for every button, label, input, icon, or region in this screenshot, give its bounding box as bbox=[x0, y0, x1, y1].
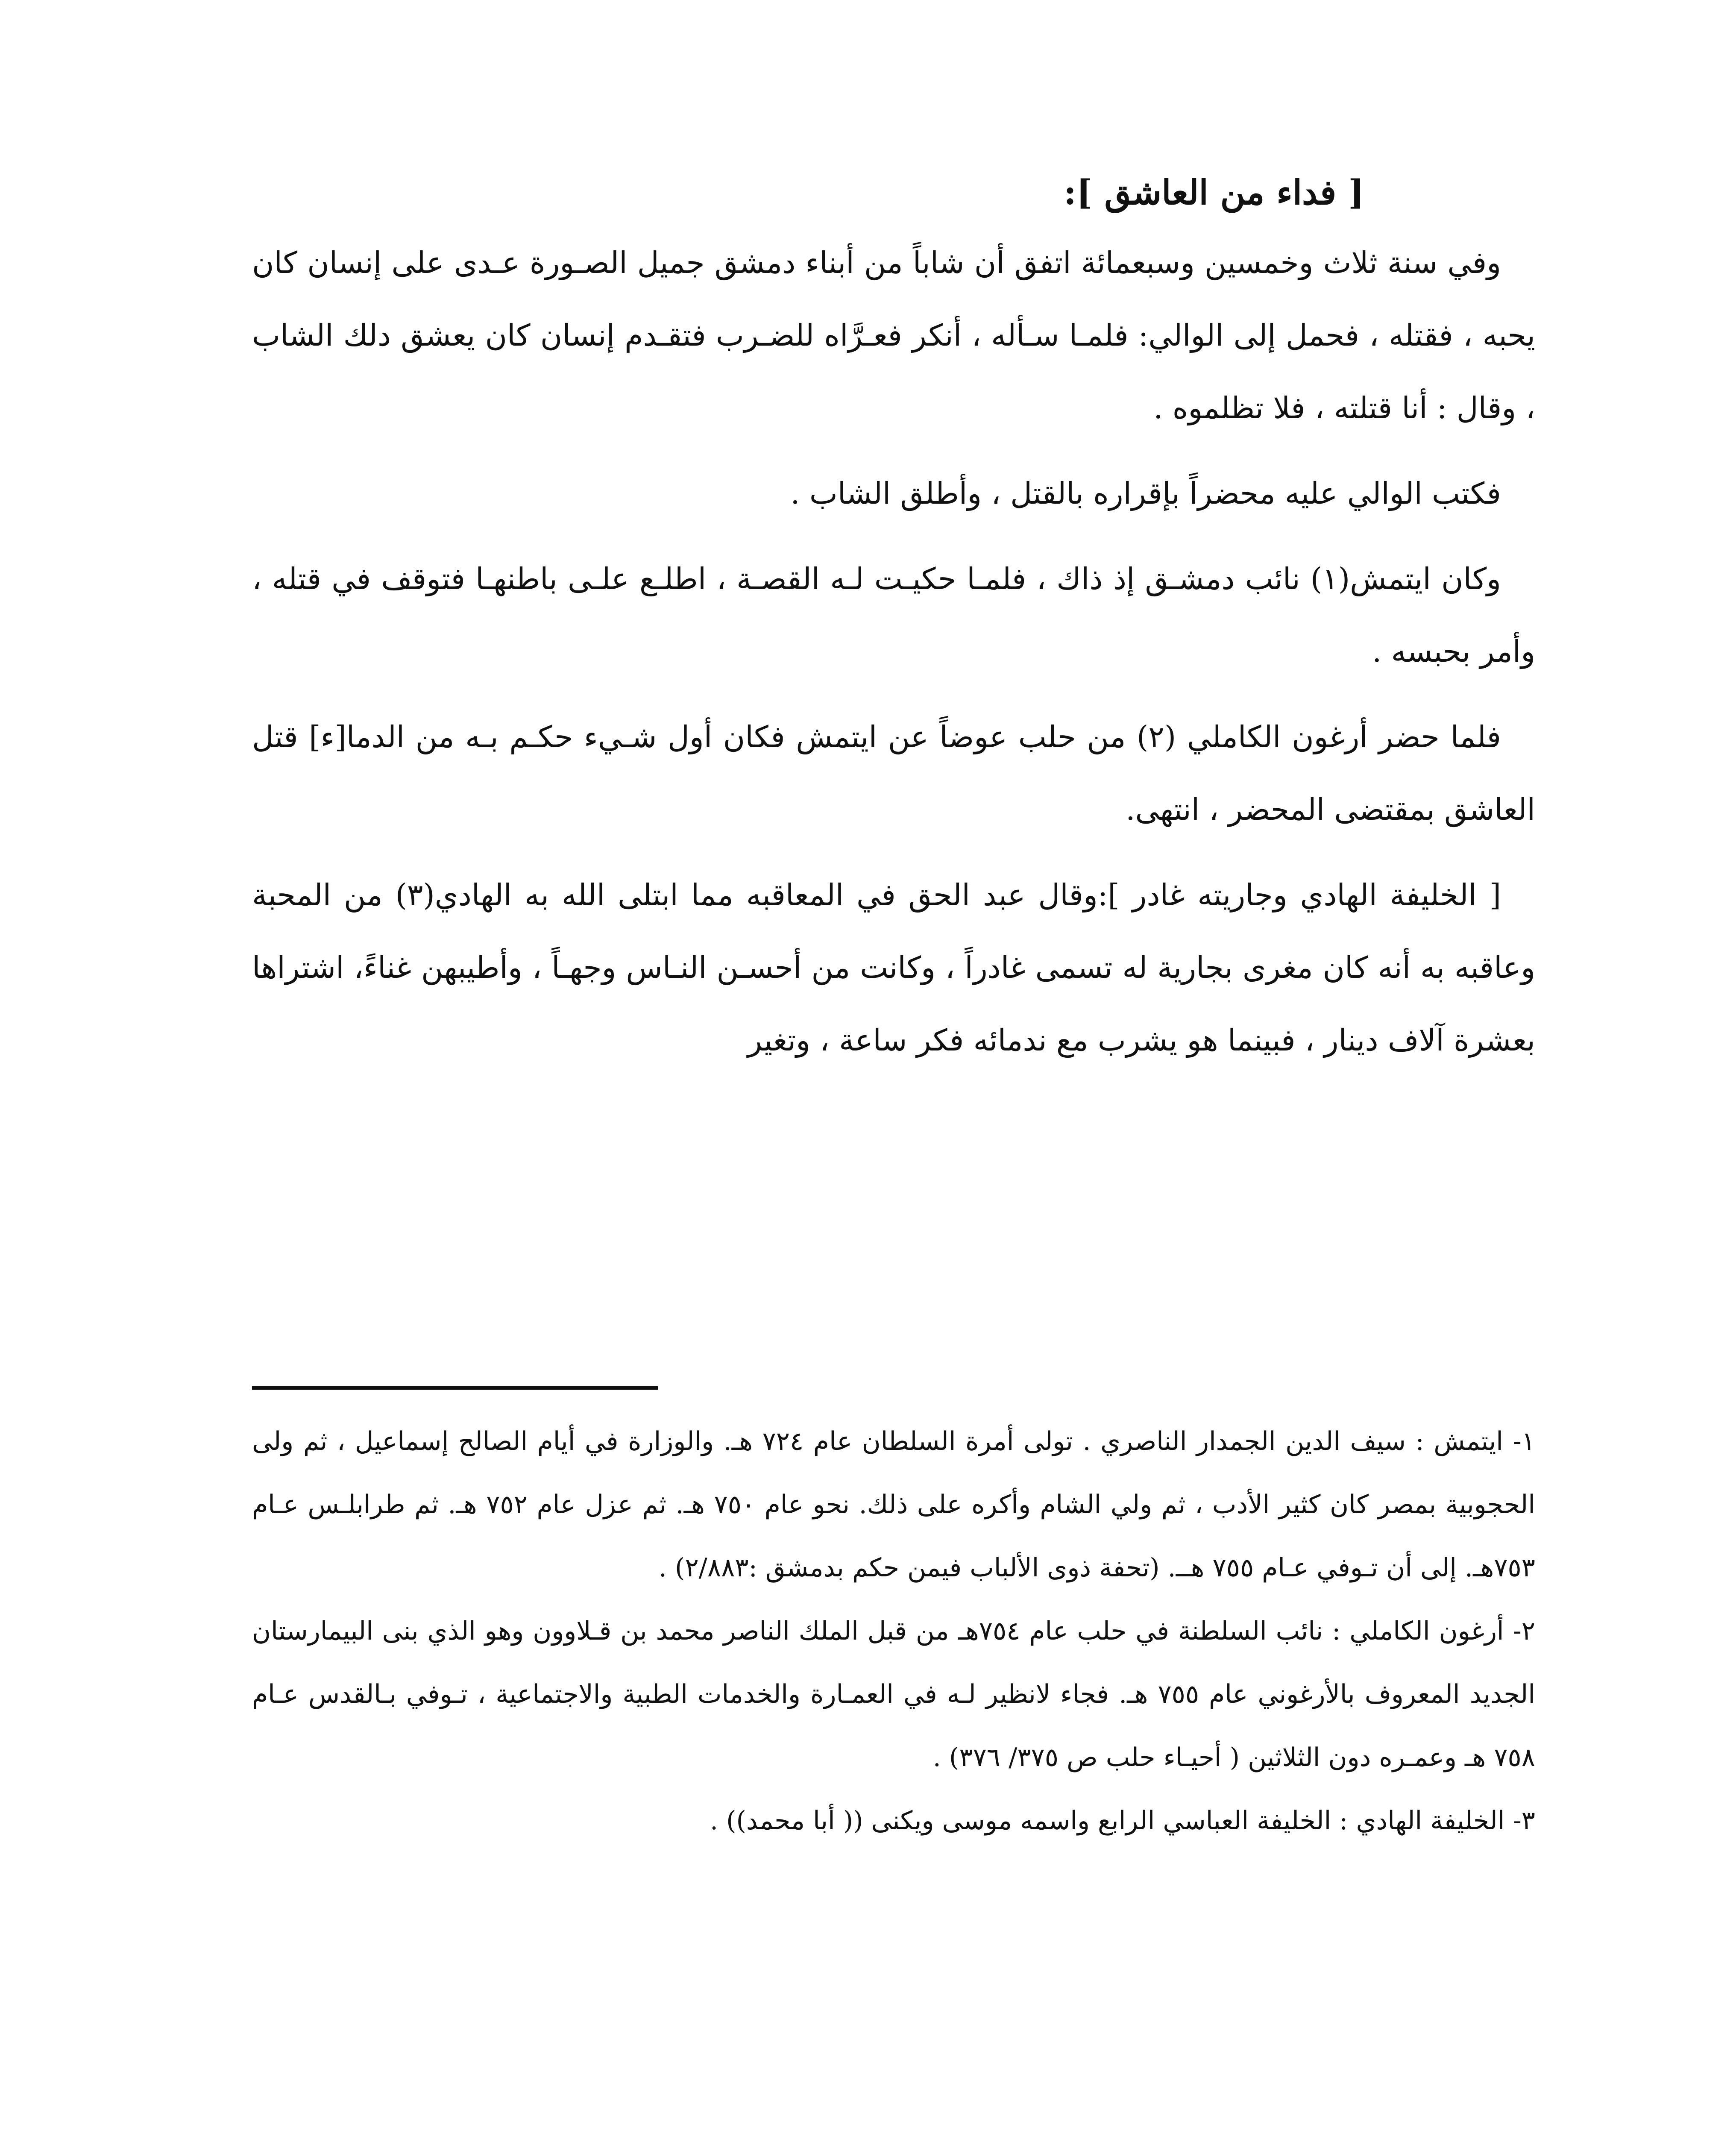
main-text bbox=[252, 158, 1535, 1077]
footnotes bbox=[252, 1410, 1535, 1852]
paragraph-4: فلما حضر أرغون الكاملي (٢) من حلب عوضاً عن ايتمش فكان أول شـيء حكـم بـه من الدما[ء] قتل العاشق بمقتضى المحضر ، انتهى. bbox=[252, 719, 1535, 827]
paragraph-1: وفي سنة ثلاث وخمسين وسبعمائة اتفق أن شاباً من أبناء دمشق جميل الصـورة عـدى على إنسان كان يحبه ، فقتله ، فحمل إلى الوالي: فلمـا سـأله ، أنكر فعـرَّاه للضـرب فتقـدم إنسان كان يعشق دلك الشاب ، وقال : أنا قتلته ، فلا تظلموه . bbox=[252, 245, 1535, 425]
footnote-1: ١- ايتمش : سيف الدين الجمدار الناصري . تولى أمرة السلطان عام ٧٢٤ هـ. والوزارة في أيام الصالح إسماعيل ، ثم ولى الحجوبية بمصر كان كثير الأدب ، ثم ولي الشام وأكره على ذلك. نحو عام ٧٥٠ هـ. ثم عزل عام ٧٥٢ هـ. ثم طرابلـس عـام ٧٥٣هـ. إلى أن تـوفي عـام ٧٥٥ هــ. (تحفة ذوى الألباب فيمن حكم بدمشق :٢/٨٨٣) . bbox=[252, 1426, 1536, 1583]
paragraph-5: [ الخليفة الهادي وجاريته غادر ]:وقال عبد الحق في المعاقبه مما ابتلى الله به الهادي(٣) من المحبة وعاقبه به أنه كان مغرى بجارية له تسمى غادراً ، وكانت من أحسـن النـاس وجهـاً ، وأطيبهن غناءً، اشتراها بعشرة آلاف دينار ، فبينما هو يشرب مع ندمائه فكر ساعة ، وتغير bbox=[252, 877, 1535, 1058]
footnote-3: ٣- الخليفة الهادي : الخليفة العباسي الرابع واسمه موسى ويكنى (( أبا محمد)) . bbox=[710, 1806, 1535, 1836]
paragraph-3: وكان ايتمش(١) نائب دمشـق إذ ذاك ، فلمـا حكيـت لـه القصـة ، اطلـع علـى باطنهـا فتوقف في قتله ، وأمر بحبسه . bbox=[252, 561, 1535, 669]
footnote-divider bbox=[252, 1386, 658, 1390]
section-heading: [ فداء من العاشق ]: bbox=[1064, 172, 1364, 212]
footnote-2: ٢- أرغون الكاملي : نائب السلطنة في حلب عام ٧٥٤هـ من قبل الملك الناصر محمد بن قـلاوون وهو الذي بنى البيمارستان الجديد المعروف بالأرغوني عام ٧٥٥ هـ. فجاء لانظير لـه في العمـارة والخدمات الطبية والاجتماعية ، تـوفي بـالقدس عـام ٧٥٨ هـ وعمـره دون الثلاثين ( أحيـاء حلب ص ٣٧٥/ ٣٧٦) . bbox=[252, 1616, 1535, 1772]
paragraph-2: فكتب الوالي عليه محضراً بإقراره بالقتل ، وأطلق الشاب . bbox=[790, 476, 1501, 511]
